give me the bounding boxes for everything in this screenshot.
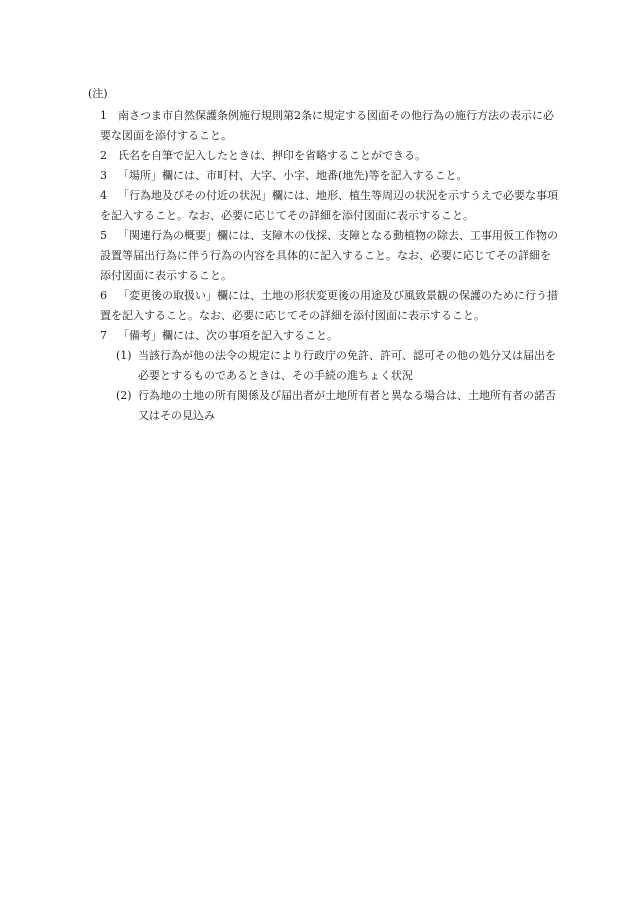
note-text: 南さつま市自然保護条例施行規則第2条に規定する図面その他行為の施行方法の表示に必要な図面を添付すること。 bbox=[100, 109, 554, 142]
notes-section bbox=[88, 84, 558, 426]
note-number: 7 bbox=[100, 329, 107, 342]
note-item-5 bbox=[88, 226, 558, 286]
note-text: 「場所」欄には、市町村、大字、小字、地番(地先)等を記入すること。 bbox=[118, 169, 468, 182]
sub-note-number: (2) bbox=[116, 389, 132, 402]
notes-heading: (注) bbox=[88, 87, 108, 100]
sub-note-item-2 bbox=[88, 386, 558, 426]
sub-note-number: (1) bbox=[116, 349, 132, 362]
sub-note-text: 当該行為が他の法令の規定により行政庁の免許、許可、認可その他の処分又は届出を必要とするものであるときは、その手続の進ちょく状況 bbox=[138, 349, 556, 382]
note-text: 「行為地及びその付近の状況」欄には、地形、植生等周辺の状況を示すうえで必要な事項を記入すること。なお、必要に応じてその詳細を添付図面に表示すること。 bbox=[100, 189, 558, 222]
note-item-3 bbox=[88, 166, 558, 186]
note-number: 3 bbox=[100, 169, 107, 182]
note-number: 6 bbox=[100, 289, 107, 302]
note-text: 「変更後の取扱い」欄には、土地の形状変更後の用途及び風致景観の保護のために行う措置を記入すること。なお、必要に応じてその詳細を添付図面に表示すること。 bbox=[100, 289, 558, 322]
note-number: 1 bbox=[100, 109, 107, 122]
note-item-7 bbox=[88, 326, 558, 346]
note-item-2 bbox=[88, 146, 558, 166]
sub-note-item-1 bbox=[88, 346, 558, 386]
note-item-6 bbox=[88, 286, 558, 326]
sub-note-text: 行為地の土地の所有関係及び届出者が土地所有者と異なる場合は、土地所有者の諾否又はその見込み bbox=[138, 389, 556, 422]
note-text: 「備考」欄には、次の事項を記入すること。 bbox=[118, 329, 338, 342]
note-number: 4 bbox=[100, 189, 107, 202]
note-item-1 bbox=[88, 106, 558, 146]
note-text: 氏名を自筆で記入したときは、押印を省略することができる。 bbox=[118, 149, 426, 162]
note-number: 5 bbox=[100, 229, 107, 242]
note-text: 「関連行為の概要」欄には、支障木の伐採、支障となる動植物の除去、工事用仮工作物の設置等届出行為に伴う行為の内容を具体的に記入すること。なお、必要に応じてその詳細を添付図面に表示すること。 bbox=[100, 229, 558, 282]
note-item-4 bbox=[88, 186, 558, 226]
note-number: 2 bbox=[100, 149, 107, 162]
